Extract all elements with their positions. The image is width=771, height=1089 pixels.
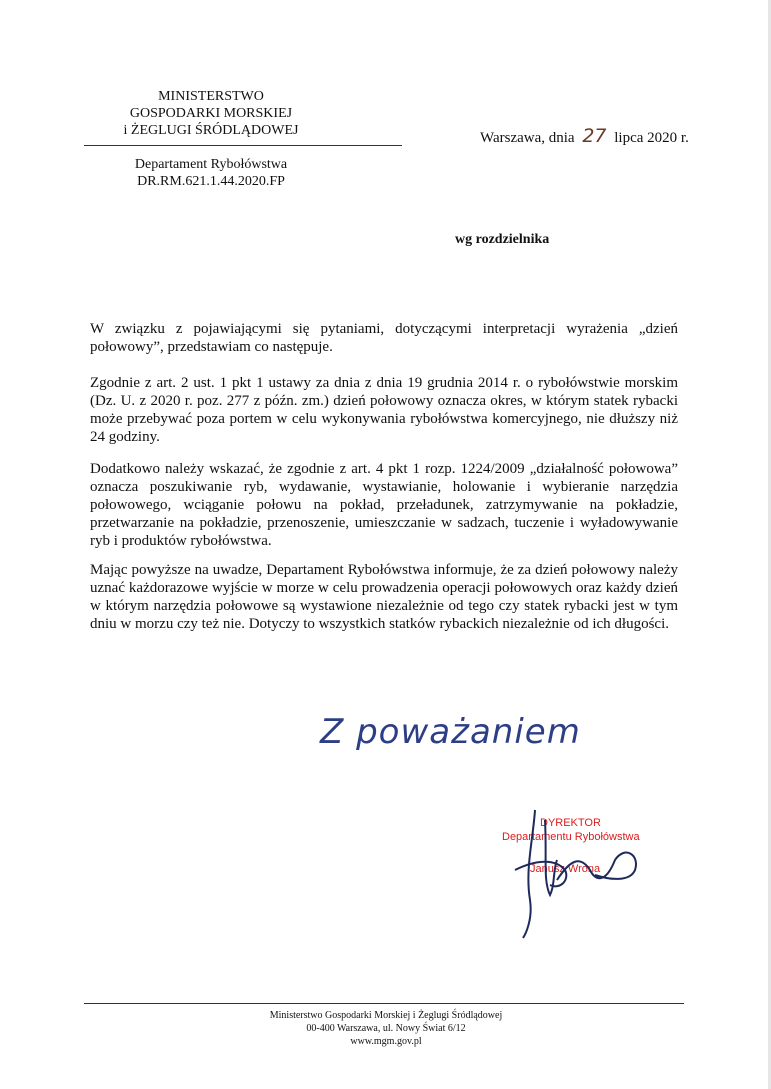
date-prefix: Warszawa, dnia xyxy=(480,130,575,146)
ministry-line: MINISTERSTWO xyxy=(158,89,264,104)
closing-handwritten xyxy=(320,712,580,802)
signature-scribble xyxy=(495,800,645,940)
date-day-handwritten: 27 xyxy=(582,125,607,147)
stamp-title: DYREKTOR xyxy=(540,817,601,829)
paragraph-conclusion: Mając powyższe na uwadze, Departament Rybołówstwa informuje, że za dzień połowowy należy uznać każdorazowe wyjście w morze w celu prowadzenia operacji połowowych oraz każdy dzień w którym narzędzia połowowe są wystawione niezależnie od tego czy statek rybacki jest w tym dniu w morzu czy też nie. Dotyczy to wszystkich statków rybackich niezależnie od ich długości. xyxy=(90,562,678,632)
footer xyxy=(200,1009,572,1048)
paragraph-intro: W związku z pojawiającymi się pytaniami, dotyczącymi interpretacji wyrażenia „dzień połowowy”, przedstawiam co następuje. xyxy=(90,321,678,355)
stamp-department: Departamentu Rybołówstwa xyxy=(502,831,640,843)
reference-number: DR.RM.621.1.44.2020.FP xyxy=(137,174,285,189)
closing-text: Z poważaniem xyxy=(320,712,581,752)
paragraph-fishing-activity: Dodatkowo należy wskazać, że zgodnie z art. 4 pkt 1 rozp. 1224/2009 „działalność połowowa” oznacza poszukiwanie ryb, wydawanie, wystawianie, holowanie i wybieranie narzędzia połowowego, wciąganie połowu na pokład, przeładunek, zatrzymywanie na pokładzie, przetwarzanie na pokładzie, przenoszenie, umieszczanie w sadzach, tuczenie i wyładowywanie ryb i produktów rybołówstwa. xyxy=(90,461,678,549)
date-line xyxy=(480,125,689,147)
department-name: Departament Rybołówstwa xyxy=(134,157,288,172)
footer-line: 00-400 Warszawa, ul. Nowy Świat 6/12 xyxy=(306,1023,466,1034)
ministry-line: GOSPODARKI MORSKIEJ xyxy=(129,106,293,121)
stamp-name: Janusz Wrona xyxy=(530,863,601,875)
department-block xyxy=(96,156,326,190)
date-suffix: lipca 2020 r. xyxy=(614,130,689,146)
paragraph-definition: Zgodnie z art. 2 ust. 1 pkt 1 ustawy za dnia z dnia 19 grudnia 2014 r. o rybołówstwie morskim (Dz. U. z 2020 r. poz. 277 z późn. zm.) dzień połowowy oznacza okres, w którym statek rybacki może przebywać poza portem w celu wykonywania rybołówstwa komercyjnego, nie dłuższy niż 24 godziny. xyxy=(90,375,678,445)
recipient: wg rozdzielnika xyxy=(455,232,550,247)
footer-website: www.mgm.gov.pl xyxy=(350,1036,422,1047)
ministry-line: i ŻEGLUGI ŚRÓDLĄDOWEJ xyxy=(123,123,299,138)
header-divider xyxy=(84,145,402,146)
ministry-name xyxy=(96,88,326,139)
footer-divider xyxy=(84,1003,684,1004)
footer-line: Ministerstwo Gospodarki Morskiej i Żeglugi Śródlądowej xyxy=(269,1010,503,1021)
